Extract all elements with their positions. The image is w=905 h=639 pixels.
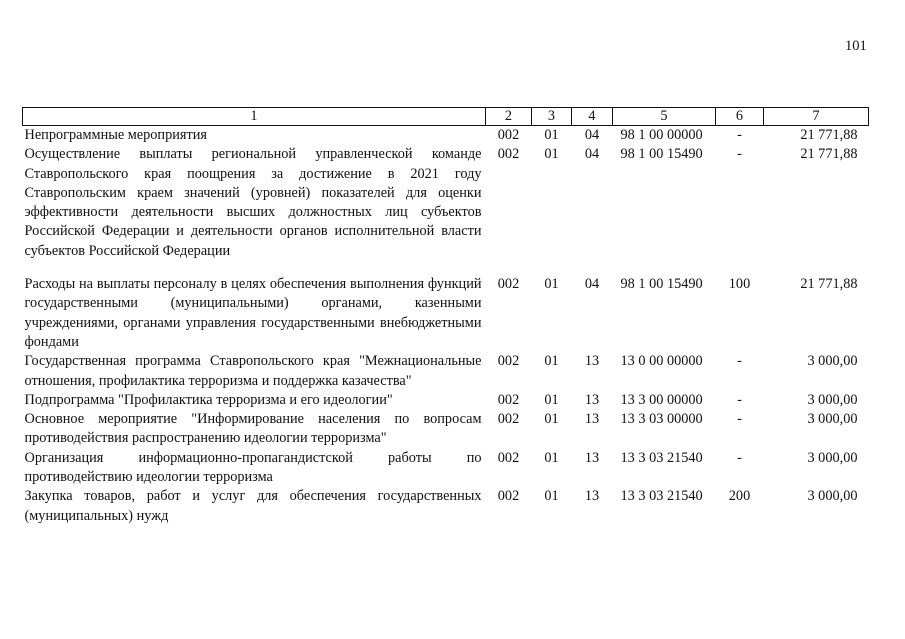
row-name: Подпрограмма "Профилактика терроризма и его идеологии" <box>24 391 393 408</box>
row-amount: 3 000,00 <box>807 353 858 370</box>
row-rz: 01 <box>544 488 559 505</box>
table-row <box>23 145 869 275</box>
row-name: Организация информационно-пропагандистской работы по противодействию идеологии терроризма <box>24 449 482 486</box>
row-vr: - <box>737 449 742 466</box>
header-col-4: 4 <box>572 108 613 126</box>
row-pr: 13 <box>584 411 600 428</box>
row-vr: - <box>737 353 742 370</box>
row-name: Закупка товаров, работ и услуг для обеспечения государственных (муниципальных) нужд <box>24 488 482 524</box>
header-col-7: 7 <box>764 108 869 126</box>
row-name: Осуществление выплаты региональной управленческой команде Ставропольского края поощрения за достижение в 2021 году Ставропольским краем значений (уровней) показателей для оценки эффективности деятельности высших должностных лиц субъектов Российской Федерации и деятельности органов исполнительной власти субъектов Российской Федерации <box>24 146 482 259</box>
row-pr: 13 <box>584 391 600 408</box>
header-col-1: 1 <box>23 108 486 126</box>
row-rz: 01 <box>544 391 559 408</box>
row-ved: 002 <box>497 127 520 143</box>
row-rz: 01 <box>544 353 559 370</box>
row-ved: 002 <box>497 411 520 428</box>
row-ved: 002 <box>497 276 520 293</box>
header-col-5: 5 <box>613 108 716 126</box>
row-vr: - <box>737 391 742 408</box>
table-row <box>23 410 869 449</box>
row-csr: 13 3 03 00000 <box>620 411 703 428</box>
row-rz: 01 <box>544 449 559 466</box>
row-rz: 01 <box>544 276 559 293</box>
row-rz: 01 <box>544 411 559 428</box>
row-name: Основное мероприятие "Информирование населения по вопросам противодействия распространению идеологии терроризма" <box>24 411 482 447</box>
row-name: Государственная программа Ставропольского края "Межнациональные отношения, профилактика терроризма и поддержка казачества" <box>24 353 482 389</box>
row-ved: 002 <box>497 391 520 408</box>
table-row <box>23 449 869 488</box>
row-pr: 13 <box>584 449 600 466</box>
table-row <box>23 126 869 146</box>
header-col-6: 6 <box>716 108 764 126</box>
row-csr: 13 3 00 00000 <box>620 391 703 408</box>
row-amount: 3 000,00 <box>807 411 858 428</box>
row-rz: 01 <box>544 146 559 163</box>
row-csr: 13 3 03 21540 <box>620 488 703 505</box>
row-pr: 04 <box>584 146 600 163</box>
table-row <box>23 391 869 410</box>
row-amount: 21 771,88 <box>800 127 858 143</box>
row-csr: 98 1 00 15490 <box>620 276 703 293</box>
row-pr: 13 <box>584 353 600 370</box>
row-amount: 3 000,00 <box>807 488 858 505</box>
row-ved: 002 <box>497 449 520 466</box>
row-amount: 21 771,88 <box>800 276 858 293</box>
row-amount: 3 000,00 <box>807 449 858 466</box>
row-amount: 3 000,00 <box>807 391 858 408</box>
row-pr: 04 <box>584 127 600 143</box>
table-row <box>23 275 869 352</box>
row-vr: - <box>737 411 742 428</box>
row-pr: 04 <box>584 276 600 293</box>
row-csr: 98 1 00 00000 <box>620 127 703 143</box>
header-col-2: 2 <box>486 108 532 126</box>
row-vr: 200 <box>728 488 751 505</box>
row-vr: - <box>737 146 742 163</box>
row-csr: 13 3 03 21540 <box>620 449 703 466</box>
row-ved: 002 <box>497 146 520 163</box>
row-name: Непрограммные мероприятия <box>24 127 207 143</box>
budget-table <box>22 107 869 526</box>
table-header-row <box>23 108 869 126</box>
row-amount: 21 771,88 <box>800 146 858 163</box>
row-name: Расходы на выплаты персоналу в целях обеспечения выполнения функций государственными (муниципальными) органами, казенными учреждениями, органами управления государственными внебюджетными фондами <box>24 276 482 350</box>
table-row <box>23 487 869 526</box>
page-number: 101 <box>845 38 867 54</box>
row-vr: - <box>737 127 742 143</box>
row-pr: 13 <box>584 488 600 505</box>
row-csr: 13 0 00 00000 <box>620 353 703 370</box>
row-csr: 98 1 00 15490 <box>620 146 703 163</box>
row-vr: 100 <box>728 276 751 293</box>
row-rz: 01 <box>544 127 559 143</box>
row-ved: 002 <box>497 488 520 505</box>
row-ved: 002 <box>497 353 520 370</box>
header-col-3: 3 <box>532 108 572 126</box>
table-row <box>23 352 869 391</box>
